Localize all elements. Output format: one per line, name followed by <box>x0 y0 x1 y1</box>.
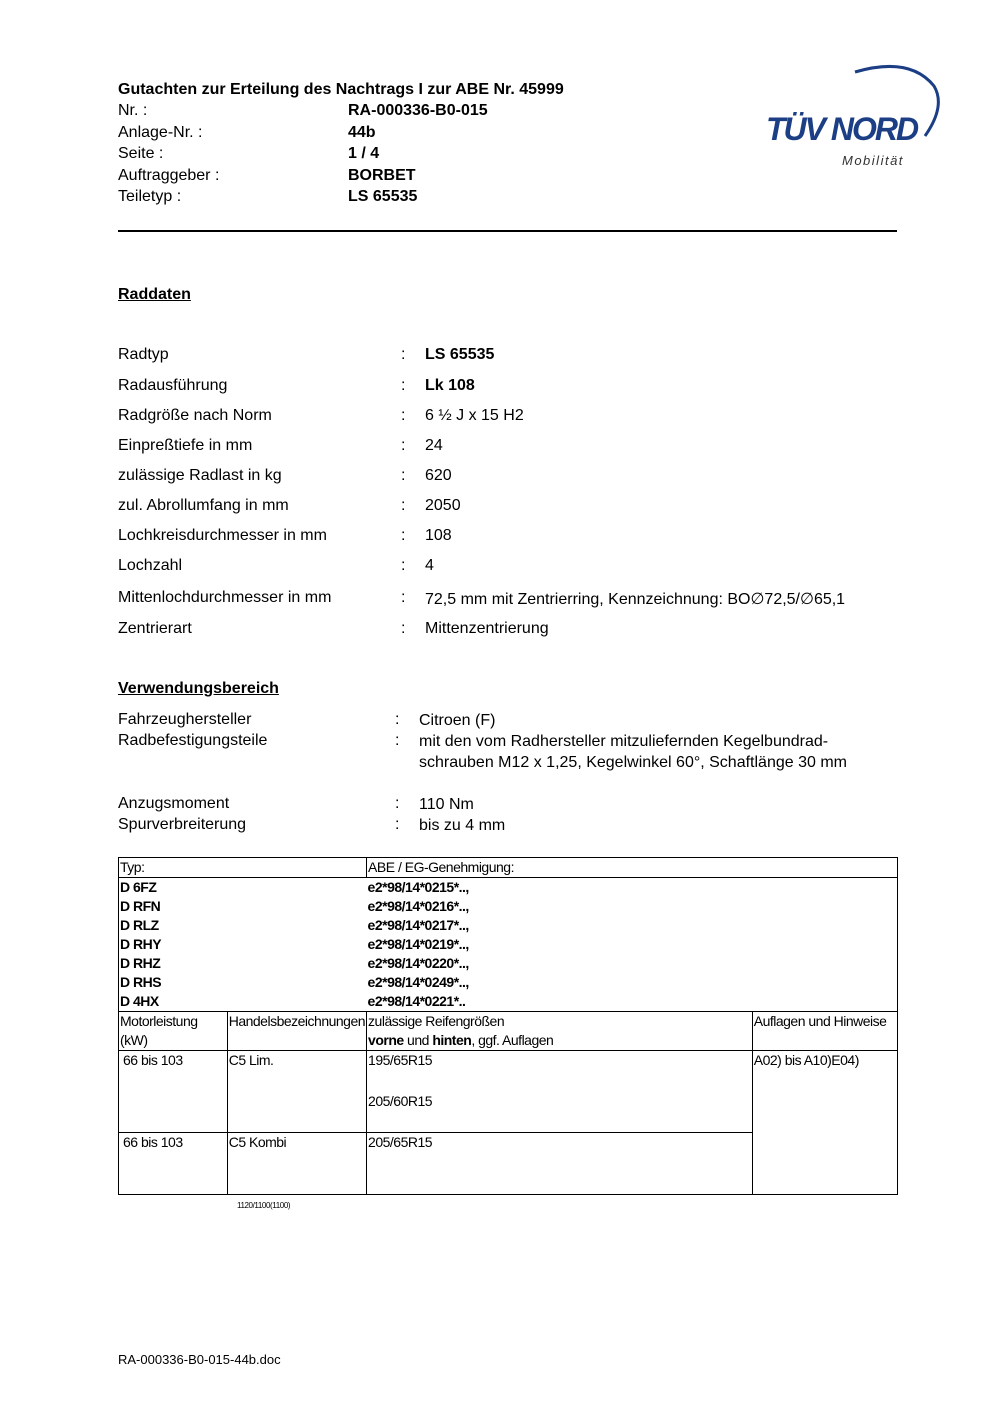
reifen-header-line1: zulässige Reifengrößen <box>368 1013 505 1029</box>
auflagen-cell: A02) bis A10)E04) <box>752 1051 897 1195</box>
spec-value: 620 <box>425 467 452 484</box>
spec-label: Lochzahl <box>118 557 183 574</box>
spec-label: Zentrierart <box>118 620 192 637</box>
spec-value: 108 <box>425 527 452 544</box>
use-colon: : <box>395 732 400 749</box>
header-label: Auftraggeber : <box>118 167 220 184</box>
abe-number: e2*98/14*0217*.., <box>367 916 898 935</box>
spec-colon: : <box>401 557 406 574</box>
spec-label: zulässige Radlast in kg <box>118 467 282 484</box>
handel-header: Handelsbezeichnungen <box>227 1012 366 1051</box>
spec-colon: : <box>401 497 406 514</box>
header-divider <box>118 230 897 232</box>
header-value: LS 65535 <box>348 188 418 205</box>
type-code: D RHY <box>119 935 367 954</box>
spec-label: zul. Abrollumfang in mm <box>118 497 289 514</box>
motor-cell: 66 bis 103 <box>119 1133 228 1195</box>
abe-number: e2*98/14*0215*.., <box>367 878 898 898</box>
spec-value: 2050 <box>425 497 461 514</box>
table-footnote: 1120/1100(1100) <box>237 1201 291 1210</box>
logo-brand-text: TÜV NORD <box>766 111 918 147</box>
type-code: D RHZ <box>119 954 367 973</box>
spec-value: Lk 108 <box>425 377 475 394</box>
spec-label: Radausführung <box>118 377 228 394</box>
motor-header-line2: (kW) <box>120 1032 148 1048</box>
logo-subtitle: Mobilität <box>842 153 904 168</box>
abe-number: e2*98/14*0249*.., <box>367 973 898 992</box>
spec-value: Mittenzentrierung <box>425 620 549 637</box>
spec-colon: : <box>401 467 406 484</box>
reifen-cell: 205/65R15 <box>367 1133 753 1195</box>
tire-size: 195/65R15 <box>368 1052 433 1068</box>
use-label: Radbefestigungsteile <box>118 732 268 749</box>
abe-number: e2*98/14*0216*.., <box>367 897 898 916</box>
spec-label: Radtyp <box>118 346 169 363</box>
reifen-header-line2 <box>368 1031 751 1050</box>
type-code: D RFN <box>119 897 367 916</box>
spec-colon: : <box>401 620 406 637</box>
header-label: Nr. : <box>118 102 148 119</box>
abe-number: e2*98/14*0221*.. <box>367 992 898 1012</box>
spec-colon: : <box>401 437 406 454</box>
header-label: Teiletyp : <box>118 188 182 205</box>
use-colon: : <box>395 816 400 833</box>
reifen-und: und <box>403 1032 433 1048</box>
abe-number: e2*98/14*0219*.., <box>367 935 898 954</box>
footer-filename: RA-000336-B0-015-44b.doc <box>118 1352 281 1367</box>
header-label: Seite : <box>118 145 164 162</box>
reifen-hinten: hinten <box>432 1032 472 1048</box>
type-code: D RHS <box>119 973 367 992</box>
spec-colon: : <box>401 377 406 394</box>
spec-colon: : <box>401 527 406 544</box>
spec-value: 6 ½ J x 15 H2 <box>425 407 524 424</box>
spec-value: 24 <box>425 437 443 454</box>
use-colon: : <box>395 795 400 812</box>
abe-number: e2*98/14*0220*.., <box>367 954 898 973</box>
motor-cell: 66 bis 103 <box>119 1051 228 1133</box>
use-label: Fahrzeughersteller <box>118 711 252 728</box>
type-row <box>119 916 898 935</box>
type-row <box>119 973 898 992</box>
spec-label: Einpreßtiefe in mm <box>118 437 253 454</box>
header-label: Anlage-Nr. : <box>118 124 203 141</box>
type-row <box>119 935 898 954</box>
motor-header-line1: Motorleistung <box>120 1013 198 1029</box>
auflagen-header: Auflagen und Hinweise <box>752 1012 897 1051</box>
header-value: 44b <box>348 124 376 141</box>
type-row <box>119 897 898 916</box>
reifen-cell <box>367 1051 753 1133</box>
type-row <box>119 992 898 1012</box>
spec-value: 4 <box>425 557 434 574</box>
table-row <box>119 1051 898 1133</box>
header-value: BORBET <box>348 167 416 184</box>
use-label: Spurverbreiterung <box>118 816 247 833</box>
reifen-rest: , ggf. Auflagen <box>471 1032 554 1048</box>
section-title-raddaten: Raddaten <box>118 286 191 303</box>
spec-colon: : <box>401 589 406 606</box>
type-code: D 4HX <box>119 992 367 1012</box>
use-label: Anzugsmoment <box>118 795 230 812</box>
typ-header: Typ: <box>119 858 367 878</box>
spec-colon: : <box>401 407 406 424</box>
type-row <box>119 878 898 898</box>
use-colon: : <box>395 711 400 728</box>
spec-label: Mittenlochdurchmesser in mm <box>118 589 332 606</box>
type-row <box>119 954 898 973</box>
spec-value: LS 65535 <box>425 346 495 363</box>
use-value: mit den vom Radhersteller mitzuliefernden Kegelbundrad-schrauben M12 x 1,25, Kegelwinkel 60°, Schaftlänge 30 mm <box>419 733 847 771</box>
use-value: 110 Nm <box>419 796 474 813</box>
column-header-row <box>119 1012 898 1051</box>
tire-size: 205/60R15 <box>368 1093 433 1109</box>
reifen-header <box>367 1012 753 1051</box>
spec-colon: : <box>401 346 406 363</box>
header-value: RA-000336-B0-015 <box>348 102 488 119</box>
abe-header: ABE / EG-Genehmigung: <box>367 858 898 878</box>
spec-value: 72,5 mm mit Zentrierring, Kennzeichnung: BO∅72,5/∅65,1 <box>425 591 846 608</box>
use-value: Citroen (F) <box>419 712 496 729</box>
tuv-nord-logo <box>760 58 940 173</box>
motor-header <box>119 1012 228 1051</box>
section-title-verwendungsbereich: Verwendungsbereich <box>118 680 279 697</box>
spec-label: Radgröße nach Norm <box>118 407 272 424</box>
type-code: D RLZ <box>119 916 367 935</box>
handel-cell: C5 Kombi <box>227 1133 366 1195</box>
header-value: 1 / 4 <box>348 145 380 162</box>
document-title: Gutachten zur Erteilung des Nachtrags I zur ABE Nr. 45999 <box>118 81 564 98</box>
spec-label: Lochkreisdurchmesser in mm <box>118 527 327 544</box>
reifen-vorne: vorne <box>368 1032 404 1048</box>
type-header-row <box>119 858 898 878</box>
handel-cell: C5 Lim. <box>227 1051 366 1133</box>
vehicle-table <box>118 857 898 1195</box>
use-value: bis zu 4 mm <box>419 817 506 834</box>
type-code: D 6FZ <box>119 878 367 898</box>
